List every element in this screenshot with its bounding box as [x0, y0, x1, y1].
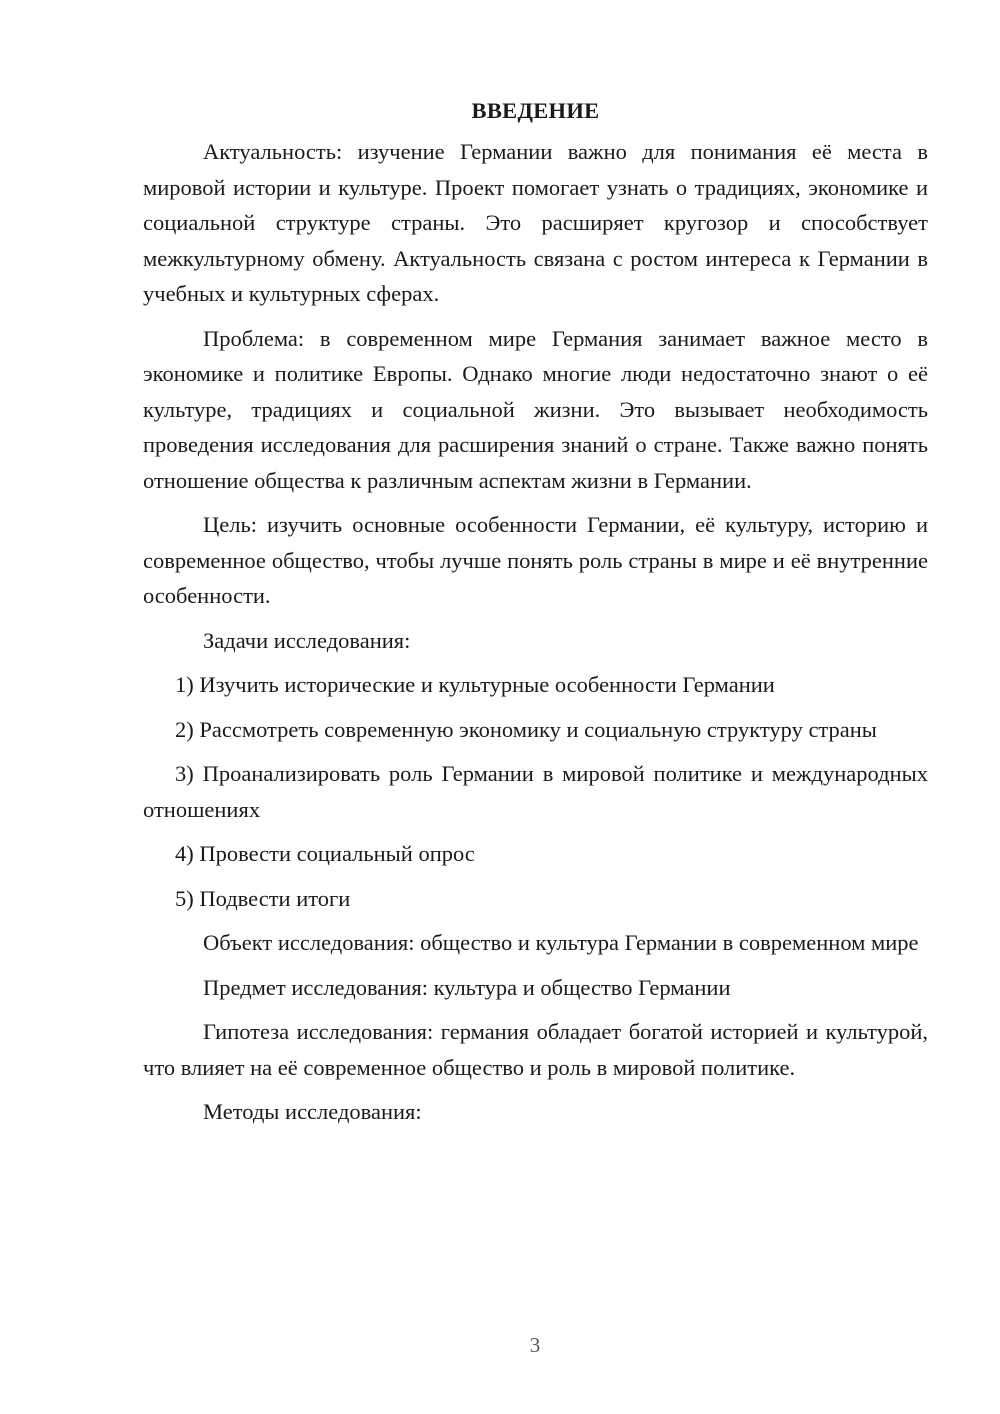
- goal-paragraph: Цель: изучить основные особенности Германии, её культуру, историю и современное общество, чтобы лучше понять роль страны в мире и её внутренние особенности.: [143, 512, 928, 608]
- section-title: ВВЕДЕНИЕ: [471, 98, 600, 123]
- tasks-heading: Задачи исследования:: [203, 627, 411, 653]
- task-item-2: 2) Рассмотреть современную экономику и социальную структуру страны: [175, 716, 877, 742]
- relevance-paragraph: Актуальность: изучение Германии важно для понимания её места в мировой истории и культуре. Проект помогает узнать о традициях, экономике и социальной структуре страны. Это расширяет кругозор и способствует межкультурному обмену. Актуальность связана с ростом интереса к Германии в учебных и культурных сферах.: [143, 139, 928, 306]
- object-paragraph: Объект исследования: общество и культура Германии в современном мире: [203, 930, 919, 955]
- hypothesis-paragraph: Гипотеза исследования: германия обладает богатой историей и культурой, что влияет на её современное общество и роль в мировой политике.: [143, 1019, 928, 1080]
- page-number: 3: [529, 1333, 541, 1357]
- task-item-1: 1) Изучить исторические и культурные особенности Германии: [175, 672, 775, 697]
- subject-paragraph: Предмет исследования: культура и общество Германии: [203, 974, 731, 1000]
- task-item-3: 3) Проанализировать роль Германии в мировой политике и международных отношениях: [143, 761, 928, 822]
- document-body: [143, 96, 928, 1139]
- problem-paragraph: Проблема: в современном мире Германия занимает важное место в экономике и политике Европы. Однако многие люди недостаточно знают о её культуре, традициях и социальной жизни. Это вызывает необходимость проведения исследования для расширения знаний о стране. Также важно понять отношение общества к различным аспектам жизни в Германии.: [143, 325, 928, 493]
- methods-heading: Методы исследования:: [203, 1099, 422, 1124]
- task-item-4: 4) Провести социальный опрос: [175, 841, 475, 866]
- task-item-5: 5) Подвести итоги: [175, 885, 351, 911]
